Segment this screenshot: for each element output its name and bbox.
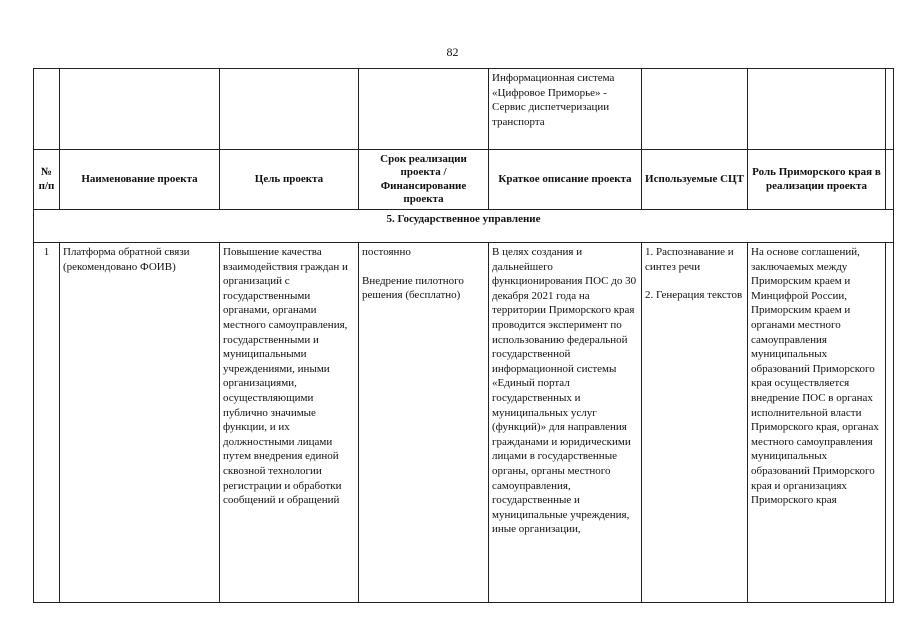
carryover-row bbox=[34, 69, 894, 150]
row-edge bbox=[886, 243, 894, 603]
header-goal: Цель проекта bbox=[220, 150, 359, 210]
carryover-cell-name bbox=[60, 69, 220, 150]
carryover-cell-description: Информационная система «Цифровое Приморье» - Сервис диспетчеризации транспорта bbox=[489, 69, 642, 150]
header-description: Краткое описание проекта bbox=[489, 150, 642, 210]
carryover-cell-edge bbox=[886, 69, 894, 150]
row-description: В целях создания и дальнейшего функционирования ПОС до 30 декабря 2021 года на территории Приморского края проводится эксперимент по использованию федеральной государственной информационной системы «Единый портал государственных и муниципальных услуг (функций)» для направления гражданами и юридическими лицами в государственные органы, органы местного самоуправления, государственные и муниципальные учреждения, иные организации, bbox=[489, 243, 642, 603]
row-financing: Внедрение пилотного решения (бесплатно) bbox=[362, 274, 464, 302]
carryover-cell-term bbox=[359, 69, 489, 150]
header-term: Срок реализации проекта / Финансирование проекта bbox=[359, 150, 489, 210]
row-tech-2: 2. Генерация текстов bbox=[645, 289, 743, 302]
row-term-cell bbox=[359, 243, 489, 603]
table-row bbox=[34, 243, 894, 603]
section-title: 5. Государственное управление bbox=[34, 210, 894, 243]
page-number: 82 bbox=[446, 45, 459, 59]
projects-table bbox=[33, 68, 894, 603]
row-number: 1 bbox=[34, 243, 60, 603]
header-number: № п/п bbox=[34, 150, 60, 210]
row-term: постоянно bbox=[362, 246, 411, 258]
header-role: Роль Приморского края в реализации проекта bbox=[748, 150, 886, 210]
carryover-cell-tech bbox=[642, 69, 748, 150]
row-goal: Повышение качества взаимодействия граждан и организаций с государственными органами, органами местного самоуправления, государственными и муниципальными учреждениями, иными организациями, осуществляющими публично значимые функции, и их должностными лицами путем внедрения единой сквозной технологии регистрации и обработки сообщений и обращений bbox=[220, 243, 359, 603]
section-row bbox=[34, 210, 894, 243]
carryover-cell-number bbox=[34, 69, 60, 150]
header-name: Наименование проекта bbox=[60, 150, 220, 210]
row-role: На основе соглашений, заключаемых между Приморским краем и Минцифрой России, Приморским краем и органами местного самоуправления муниципальных образований Приморского края осуществляется внедрение ПОС в органах исполнительной власти Приморского края, органах местного самоуправления муниципальных образований Приморского края и организациях Приморского края bbox=[748, 243, 886, 603]
row-name: Платформа обратной связи (рекомендовано ФОИВ) bbox=[60, 243, 220, 603]
table-header-row bbox=[34, 150, 894, 210]
carryover-cell-goal bbox=[220, 69, 359, 150]
row-tech-1: 1. Распознавание и синтез речи bbox=[645, 246, 734, 273]
header-edge bbox=[886, 150, 894, 210]
row-tech-cell bbox=[642, 243, 748, 603]
header-tech: Используемые СЦТ bbox=[642, 150, 748, 210]
carryover-cell-role bbox=[748, 69, 886, 150]
